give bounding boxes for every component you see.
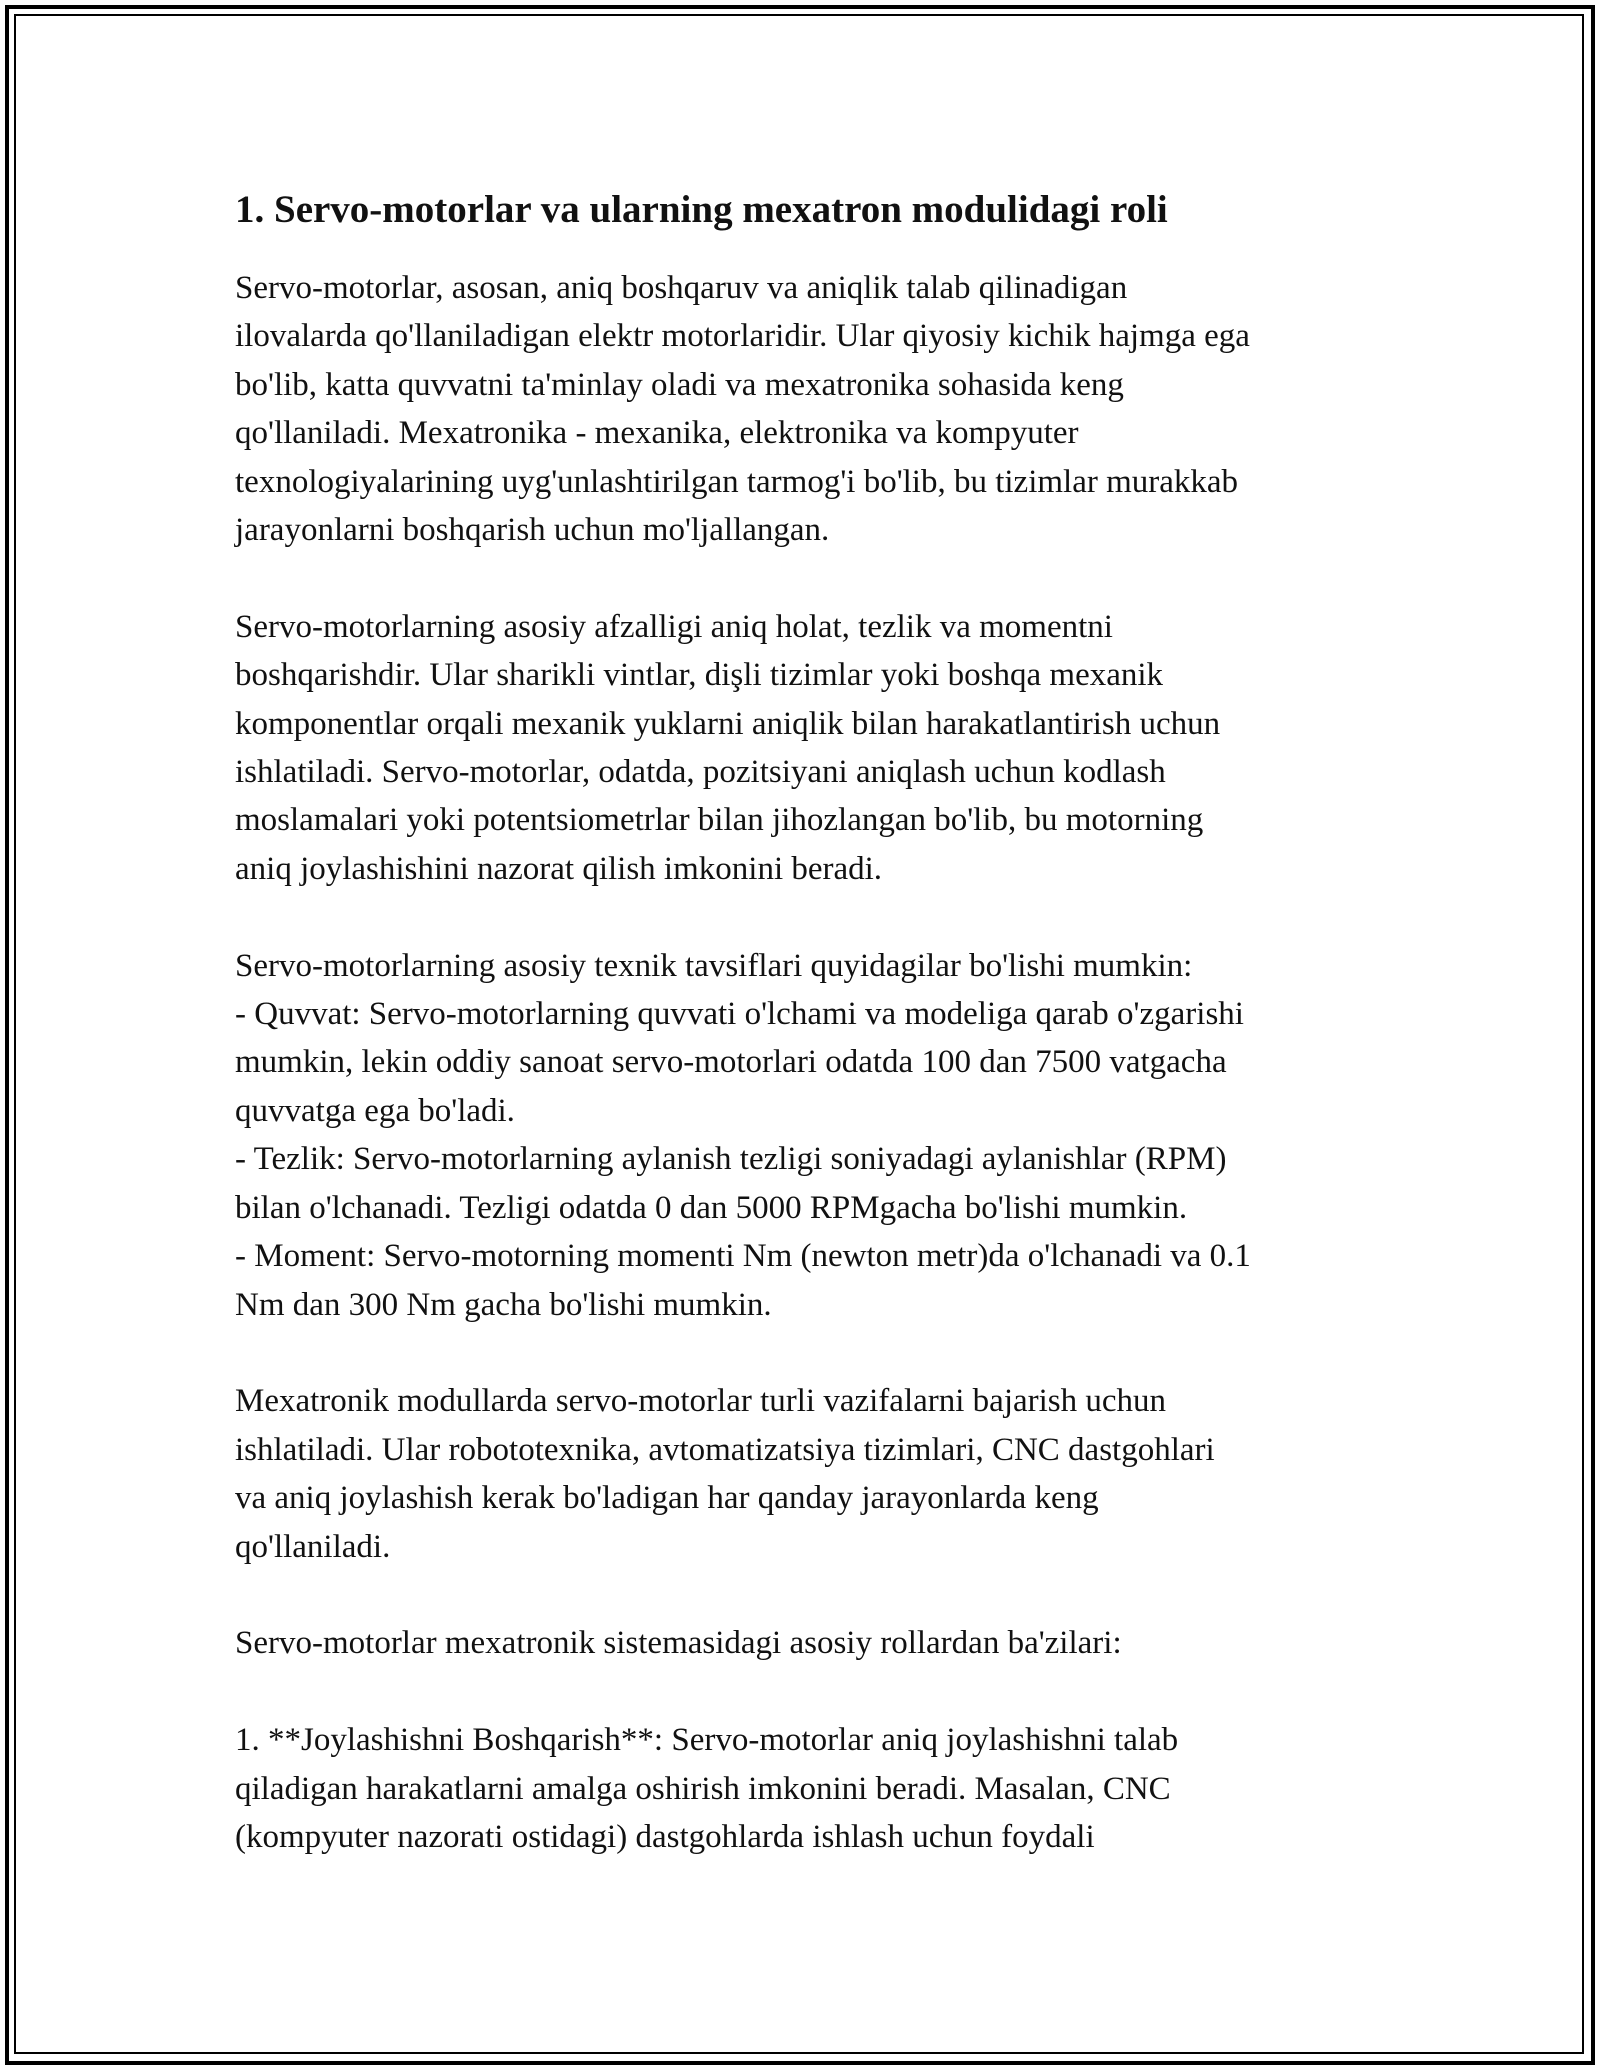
document-body — [235, 186, 1375, 1861]
paragraph-spacer — [235, 1329, 1375, 1377]
paragraph-applications: Mexatronik modullarda servo-motorlar turli vazifalarni bajarish uchun ishlatiladi. Ular robototexnika, avtomatizatsiya tizimlari, CNC dastgohlari va aniq joylashish kerak bo'ladigan har qanday jarayonlarda keng qo'llaniladi. — [235, 1383, 1215, 1565]
paragraph-spacer — [235, 554, 1375, 602]
paragraph-spacer — [235, 1668, 1375, 1716]
paragraph-roles-intro: Servo-motorlar mexatronik sistemasidagi asosiy rollardan ba'zilari: — [235, 1625, 1122, 1662]
paragraph-spacer — [235, 893, 1375, 941]
paragraph-role-positioning: 1. **Joylashishni Boshqarish**: Servo-motorlar aniq joylashishni talab qiladigan harakatlarni amalga oshirish imkonini beradi. Masalan, CNC (kompyuter nazorati ostidagi) dastgohlarda ishlash uchun foydali — [235, 1722, 1179, 1855]
paragraph-specifications: Servo-motorlarning asosiy texnik tavsiflari quyidagilar bo'lishi mumkin: - Quvvat: Servo-motorlarning quvvati o'lchami va modeliga qarab o'zgarishi mumkin, lekin oddiy sanoat servo-motorlari odatda 100 dan 7500 vatgacha quvvatga ega bo'ladi. - Tezlik: Servo-motorlarning aylanish tezligi soniyadagi aylanishlar (RPM) bilan o'lchanadi. Tezligi odatda 0 dan 5000 RPMgacha bo'lishi mumkin. - Moment: Servo-motorning momenti Nm (newton metr)da o'lchanadi va 0.1 Nm dan 300 Nm gacha bo'lishi mumkin. — [235, 947, 1251, 1323]
document-title: 1. Servo-motorlar va ularning mexatron modulidagi roli — [235, 188, 1168, 231]
paragraph-advantages: Servo-motorlarning asosiy afzalligi aniq holat, tezlik va momentni boshqarishdir. Ular sharikli vintlar, dişli tizimlar yoki boshqa mexanik komponentlar orqali mexanik yuklarni aniqlik bilan harakatlantirish uchun ishlatiladi. Servo-motorlar, odatda, pozitsiyani aniqlash uchun kodlash moslamalari yoki potentsiometrlar bilan jihozlangan bo'lib, bu motorning aniq joylashishini nazorat qilish imkonini beradi. — [235, 608, 1221, 887]
paragraph-spacer — [235, 1571, 1375, 1619]
paragraph-intro: Servo-motorlar, asosan, aniq boshqaruv va aniqlik talab qilinadigan ilovalarda qo'llaniladigan elektr motorlaridir. Ular qiyosiy kichik hajmga ega bo'lib, katta quvvatni ta'minlay oladi va mexatronika sohasida keng qo'llaniladi. Mexatronika - mexanika, elektronika va kompyuter texnologiyalarining uyg'unlashtirilgan tarmog'i bo'lib, bu tizimlar murakkab jarayonlarni boshqarish uchun mo'ljallangan. — [235, 270, 1250, 549]
